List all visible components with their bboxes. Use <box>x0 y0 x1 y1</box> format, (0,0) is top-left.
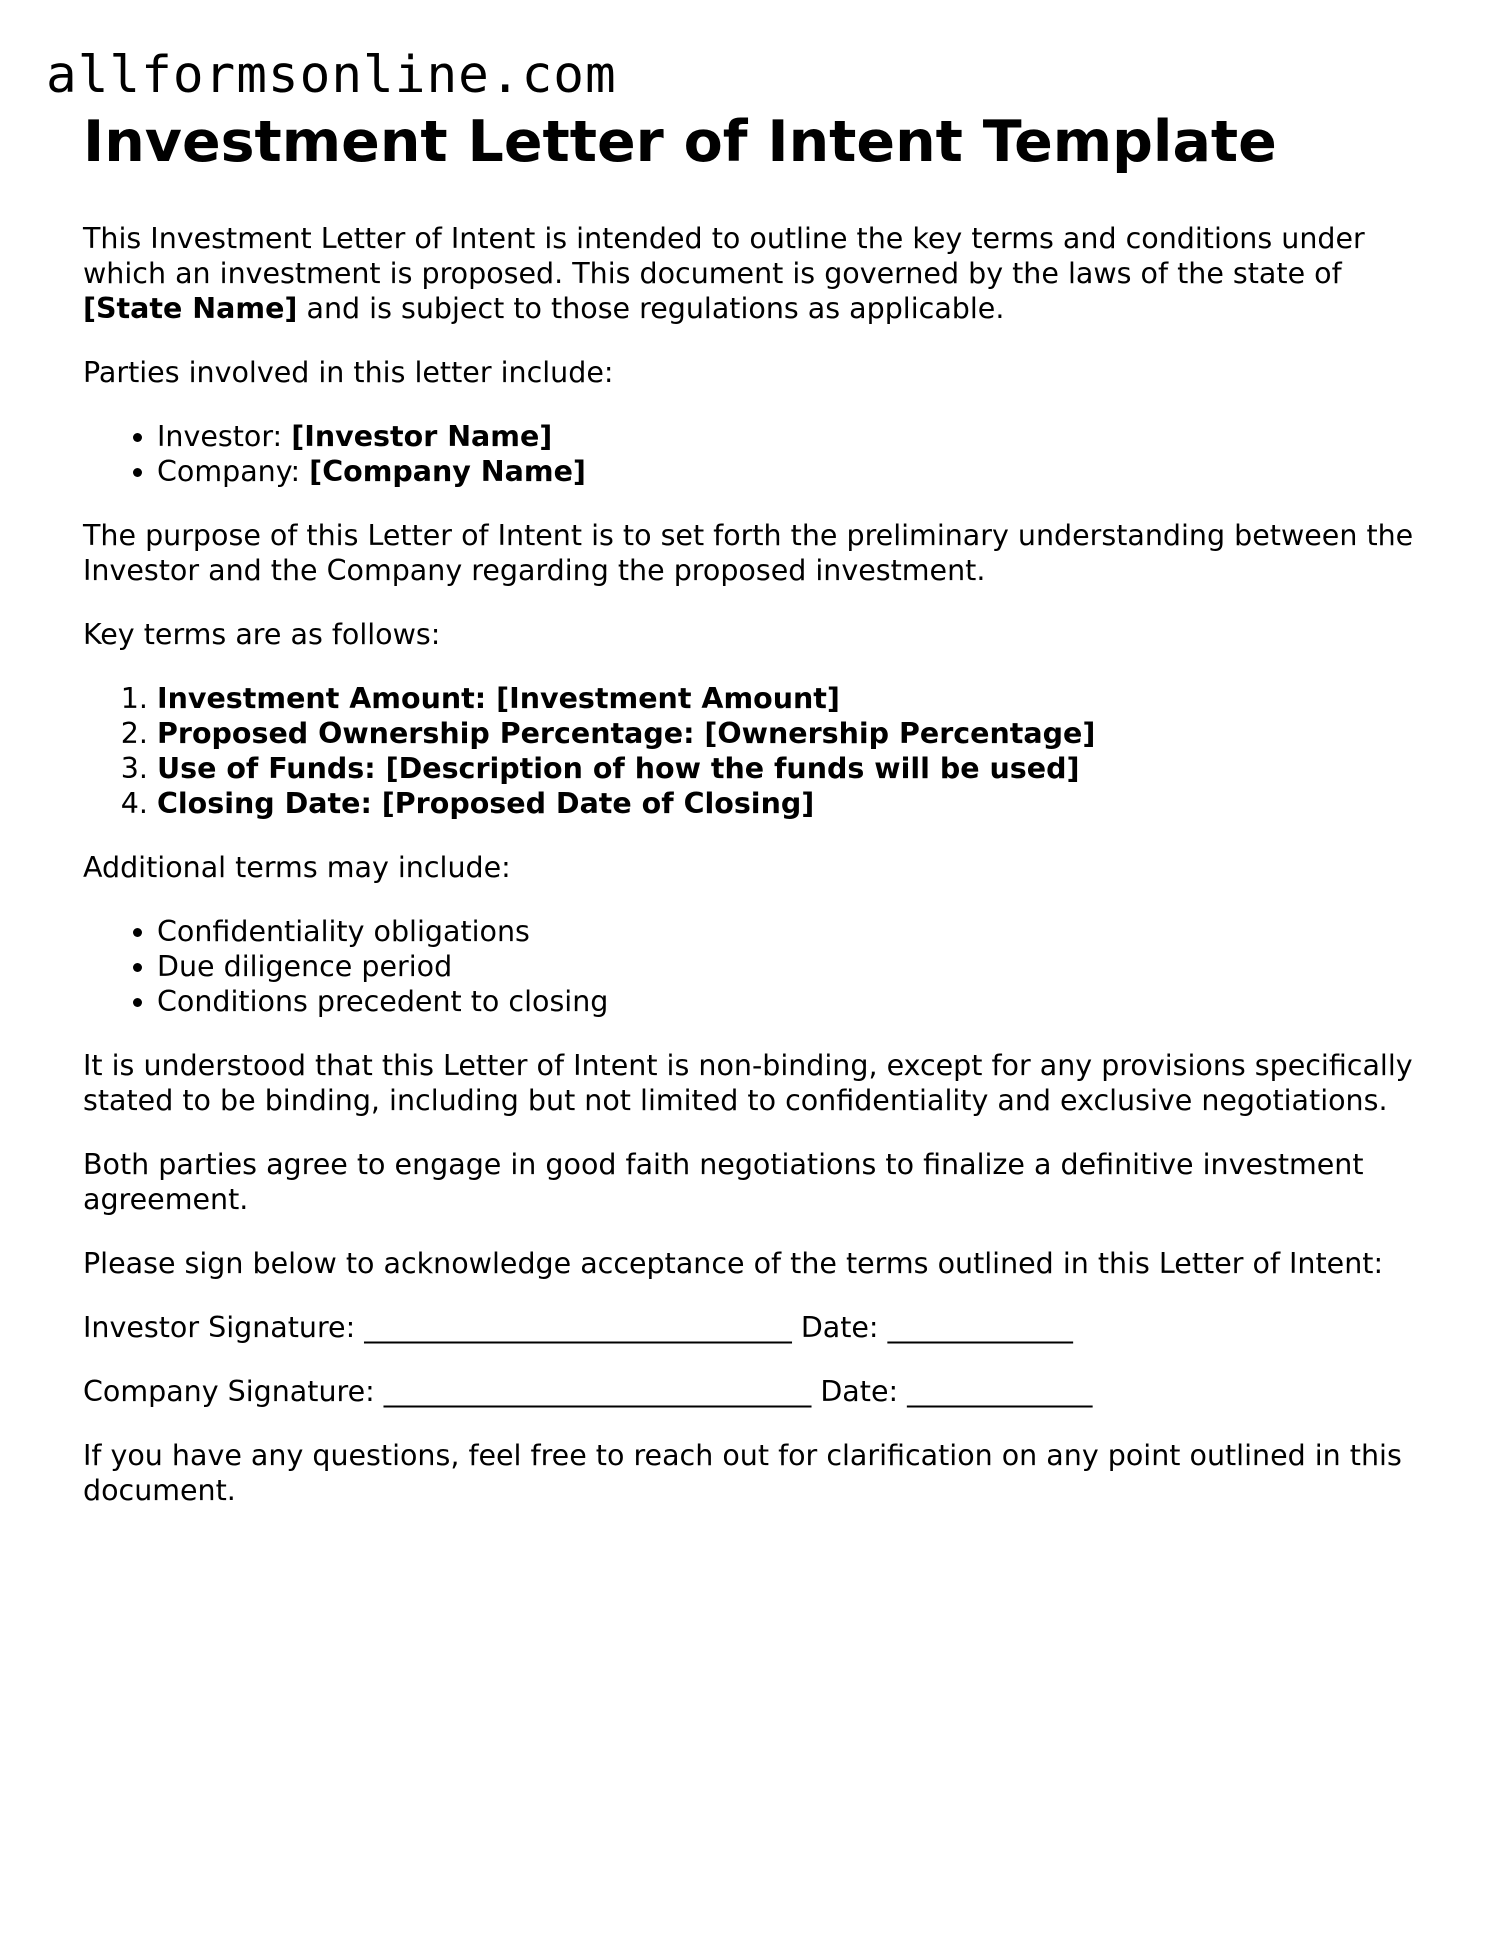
sign-prompt: Please sign below to acknowledge acceptance of the terms outlined in this Letter of Intent: <box>83 1247 1384 1280</box>
parties-heading: Parties involved in this letter include: <box>83 356 614 389</box>
investor-signature-line: Investor Signature: ______________________________ Date: _____________ <box>83 1311 1073 1344</box>
purpose-paragraph: The purpose of this Letter of Intent is to set forth the preliminary understanding between the Investor and the Company regarding the proposed investment. <box>83 519 1414 587</box>
additional-terms-list <box>83 914 1443 1019</box>
key-term-closing-date: 4. Closing Date: [Proposed Date of Closing] <box>157 786 1443 821</box>
additional-term-conditions-precedent: • Conditions precedent to closing <box>157 984 1443 1019</box>
party-investor <box>157 419 1443 454</box>
intro-text-before: This Investment Letter of Intent is intended to outline the key terms and conditions under which an investment is proposed. This document is governed by the laws of the state of <box>83 222 1365 290</box>
document-title: Investment Letter of Intent Template <box>83 109 1277 175</box>
parties-list <box>83 419 1443 489</box>
company-signature-line: Company Signature: ______________________________ Date: _____________ <box>83 1375 1093 1408</box>
party-company <box>157 454 1443 489</box>
party-company-label: Company: <box>157 455 310 488</box>
additional-term-confidentiality: • Confidentiality obligations <box>157 914 1443 949</box>
key-terms-heading: Key terms are as follows: <box>83 618 441 651</box>
additional-terms-heading: Additional terms may include: <box>83 851 511 884</box>
closing-paragraph: If you have any questions, feel free to reach out for clarification on any point outlined in this document. <box>83 1439 1402 1507</box>
company-name-placeholder: [Company Name] <box>309 455 586 488</box>
intro-paragraph <box>83 221 1443 326</box>
additional-term-due-diligence: • Due diligence period <box>157 949 1443 984</box>
investor-name-placeholder: [Investor Name] <box>291 420 553 453</box>
key-term-investment-amount: 1. Investment Amount: [Investment Amount] <box>157 681 1443 716</box>
party-investor-label: Investor: <box>157 420 292 453</box>
key-terms-list <box>83 681 1443 821</box>
state-name-placeholder: [State Name] <box>83 292 298 325</box>
document-body <box>83 108 1443 1537</box>
non-binding-paragraph: It is understood that this Letter of Intent is non-binding, except for any provisions specifically stated to be binding, including but not limited to confidentiality and exclusive negotiations. <box>83 1049 1413 1117</box>
site-watermark: allformsonline.com <box>46 46 617 105</box>
intro-text-after: and is subject to those regulations as applicable. <box>297 292 1005 325</box>
key-term-use-of-funds: 3. Use of Funds: [Description of how the funds will be used] <box>157 751 1443 786</box>
good-faith-paragraph: Both parties agree to engage in good faith negotiations to finalize a definitive investment agreement. <box>83 1148 1364 1216</box>
key-term-ownership-percentage: 2. Proposed Ownership Percentage: [Ownership Percentage] <box>157 716 1443 751</box>
